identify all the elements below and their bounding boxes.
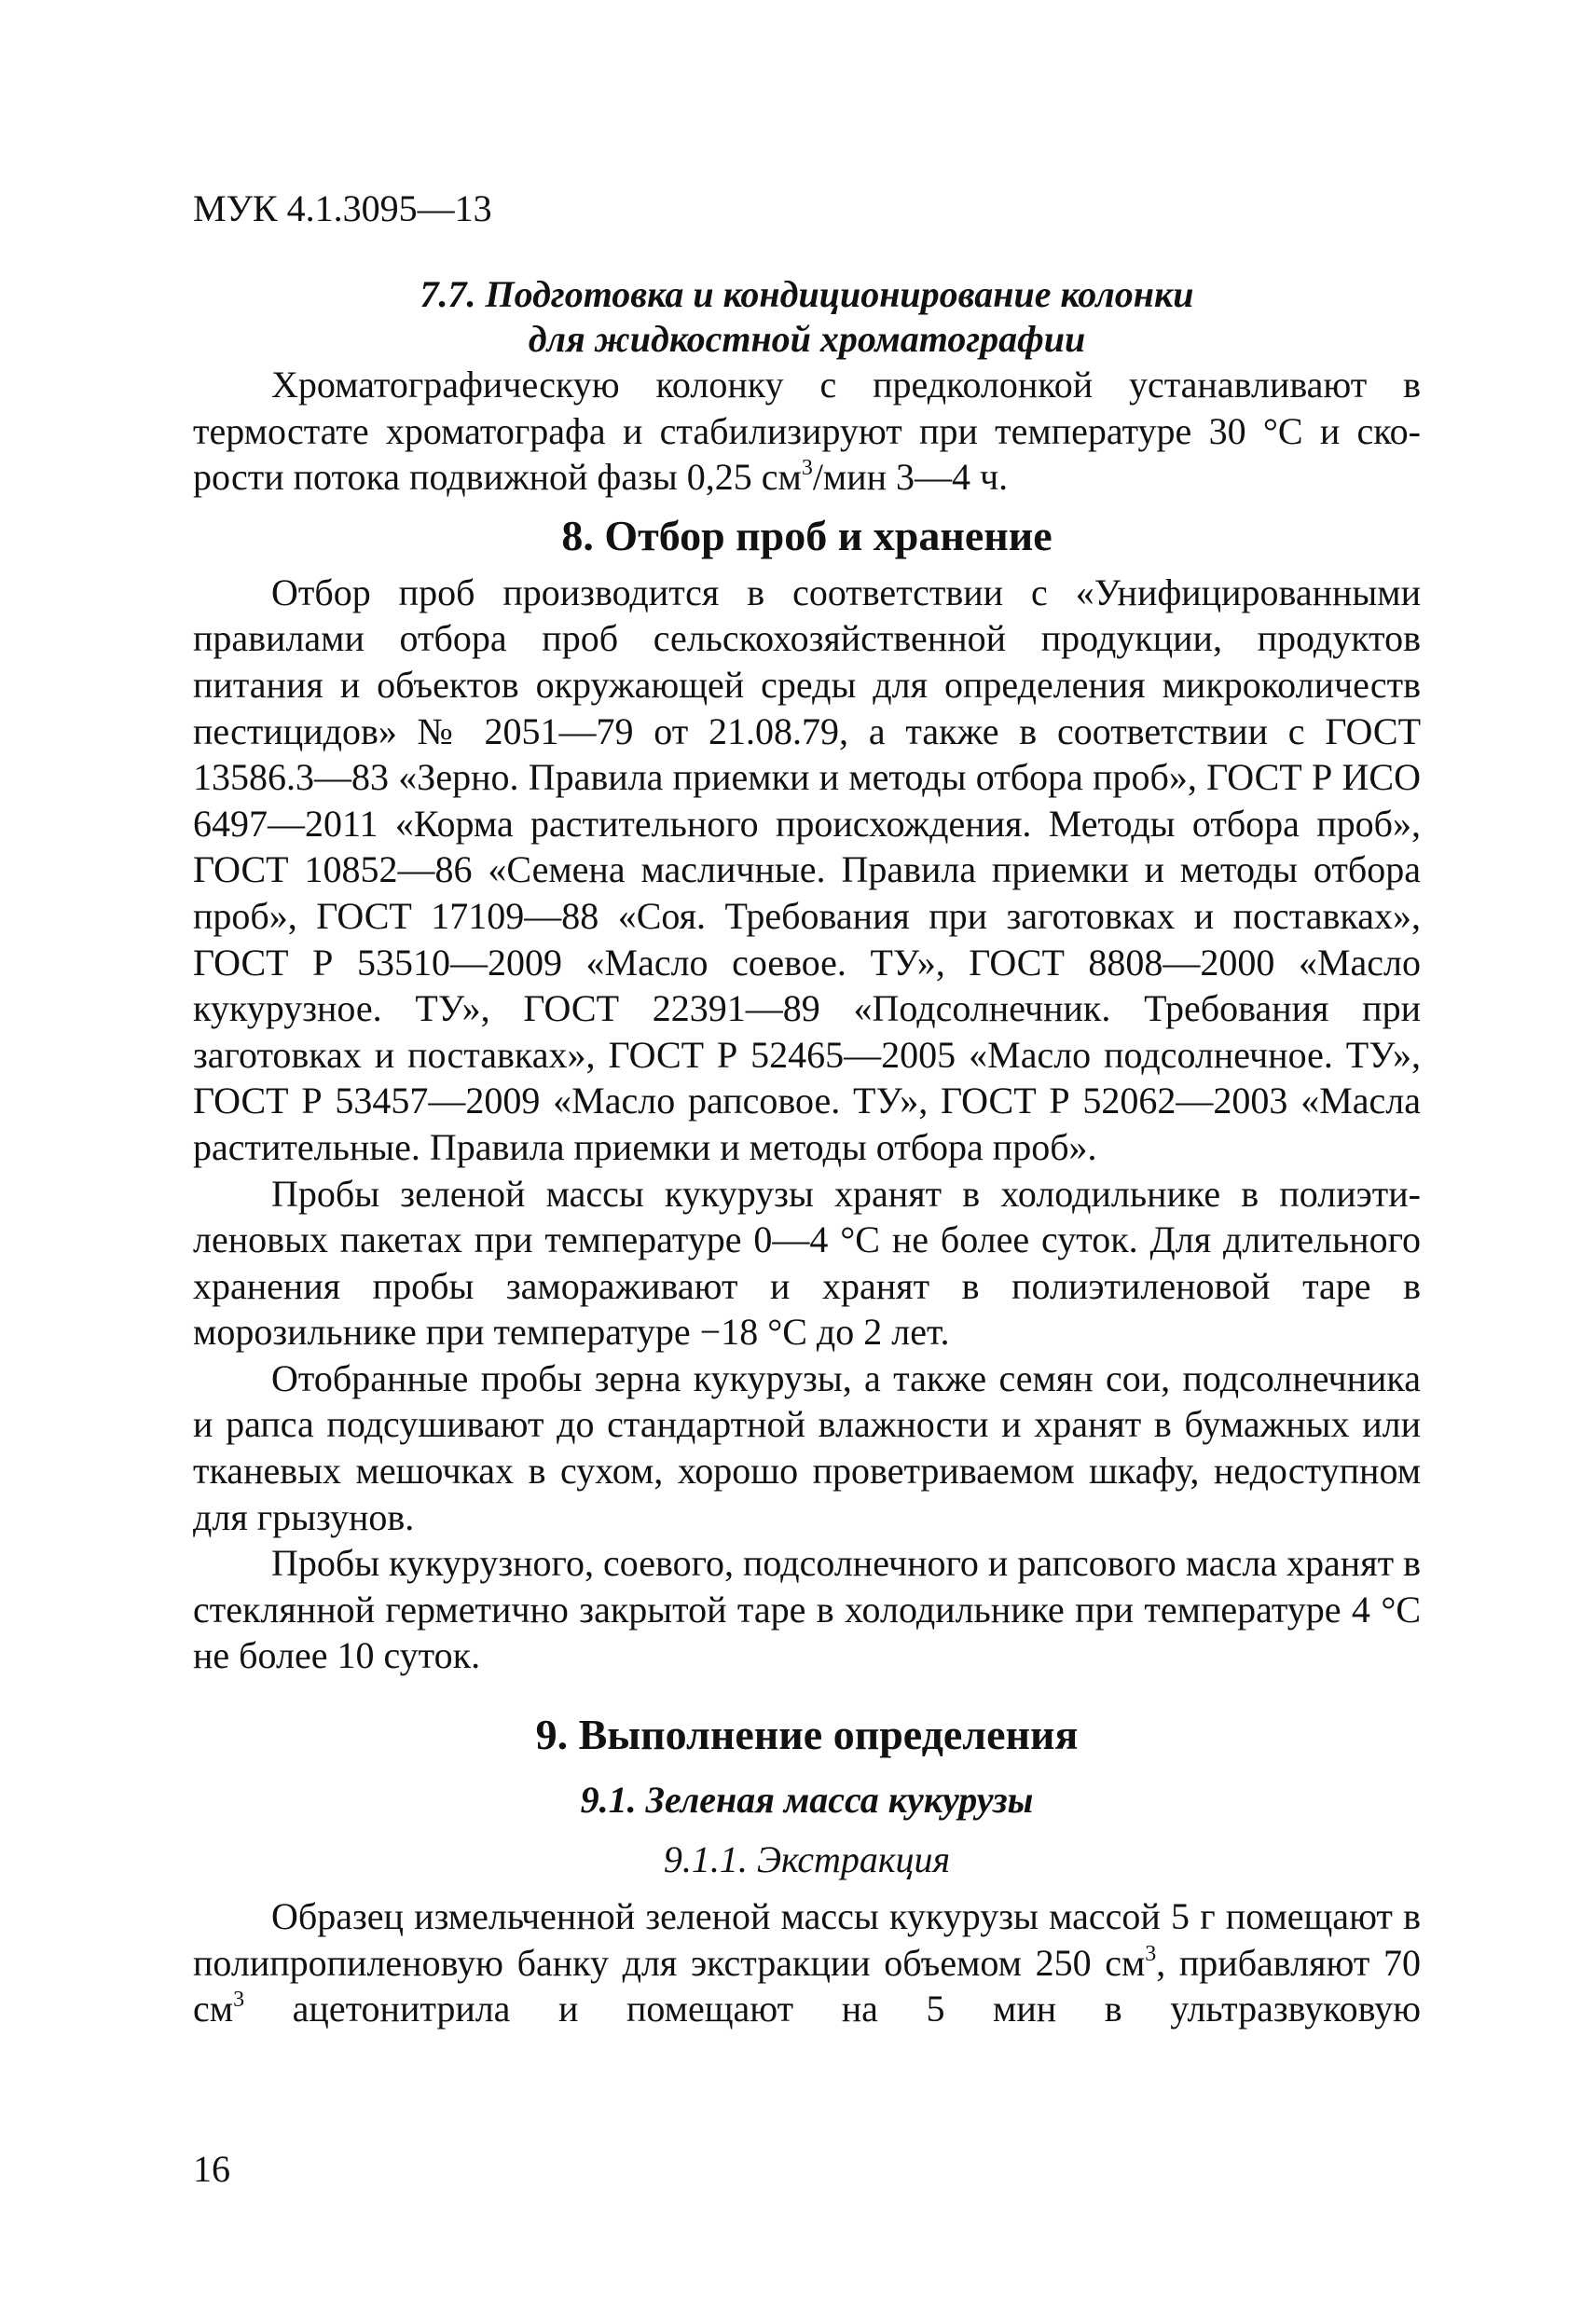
superscript: 3 <box>1145 1941 1157 1966</box>
section-9-text-1: Образец измельченной зеленой массы кукурузы массой 5 г помещают в полипропиленовую банку для экстракции объемом 250 см <box>193 1895 1421 1984</box>
section-7-7-title-line-1: 7.7. Подготовка и кондиционирование колонки <box>420 273 1194 315</box>
page-content <box>193 272 1421 2032</box>
section-7-7-text: Хроматографическую колонку с предколонкой устанавливают в термостате хроматографа и стабилизируют при температуре 30 °С и скорости потока подвижной фазы 0,25 см <box>193 364 1421 499</box>
section-9-title: 9. Выполнение определения <box>535 1711 1079 1759</box>
section-9-1-1-title: 9.1.1. Экстракция <box>663 1838 951 1881</box>
section-8-paragraph-2: Пробы зеленой массы кукурузы хранят в холодильнике в полиэтиленовых пакетах при температуре 0—4 °С не более суток. Для длительного хранения пробы замораживают и хранят в полиэтиленовой таре в морозильнике при температуре −18 °С до 2 лет. <box>193 1172 1421 1354</box>
section-9-1-1-paragraph <box>193 1893 1421 2032</box>
section-8-paragraph-1: Отбор проб производится в соответствии с «Унифицированными правилами отбора проб сельскохозяйственной продукции, продуктов питания и объектов окружающей среды для определения микроколичеств пестицидов» № 2051—79 от 21.08.79, а также в соответствии с ГОСТ 13586.3—83 «Зерно. Правила приемки и методы отбора проб», ГОСТ Р ИСО 6497—2011 «Корма растительного происхождения. Методы отбора проб», ГОСТ 10852—86 «Семена масличные. Правила приемки и методы отбора проб», ГОСТ 17109—88 «Соя. Требования при заготовках и поставках», ГОСТ Р 53510—2009 «Масло соевое. ТУ», ГОСТ 8808—2000 «Масло кукурузное. ТУ», ГОСТ 22391—89 «Подсолнечник. Требования при заготовках и поставках», ГОСТ Р 52465—2005 «Масло подсолнечное. ТУ», ГОСТ Р 53457—2009 «Масло рапсовое. ТУ», ГОСТ Р 52062—2003 «Масла растительные. Правила приемки и методы отбора проб». <box>193 571 1421 1168</box>
section-7-7-title-line-2: для жидкостной хроматографии <box>528 318 1086 360</box>
section-8-paragraph-4: Пробы кукурузного, соевого, подсолнечного и рапсового масла хранят в стеклянной герметично закрытой таре в холодильнике при температуре 4 °С не более 10 суток. <box>193 1542 1421 1677</box>
section-7-7-paragraph <box>193 362 1421 501</box>
section-9-1-title: 9.1. Зеленая масса кукурузы <box>580 1779 1034 1822</box>
section-9-text-3: ацетонитрила и помещают на 5 мин в ультразвуковую <box>244 1988 1421 2030</box>
superscript: 3 <box>801 456 813 481</box>
section-9-text-2: , прибавляют 70 см <box>193 1941 1421 2030</box>
section-8-title: 8. Отбор проб и хранение <box>561 511 1053 559</box>
section-7-7-text-end: /мин 3—4 ч. <box>812 456 1009 499</box>
superscript: 3 <box>233 1988 245 2013</box>
section-8-paragraph-3: Отобранные пробы зерна кукурузы, а также семян сои, подсолнечника и рапса подсушивают до стандартной влажности и хранят в бумажных или тканевых мешочках в сухом, хорошо проветриваемом шкафу, недоступном для грызунов. <box>193 1356 1421 1538</box>
document-code-header: МУК 4.1.3095—13 <box>193 187 492 229</box>
page-number: 16 <box>193 2148 230 2190</box>
